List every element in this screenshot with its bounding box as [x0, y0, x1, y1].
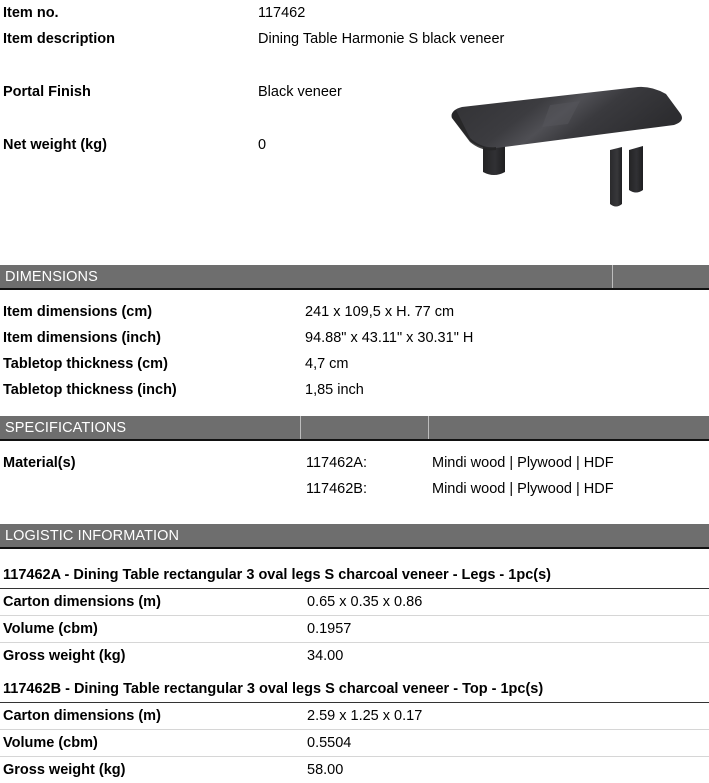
dimensions-section-bar: [0, 265, 709, 290]
package-a-carton-dimensions-label: Carton dimensions (m): [3, 594, 161, 610]
specifications-section-title: SPECIFICATIONS: [5, 420, 127, 436]
material-sku-b: 117462B:: [306, 481, 368, 497]
package-a-gross-weight-value: 34.00: [307, 648, 344, 664]
item-dimensions-cm-label: Item dimensions (cm): [3, 304, 153, 320]
logistic-information-section: [0, 524, 709, 783]
material-row-a: [0, 450, 709, 476]
dimensions-row-item-inch: [0, 325, 709, 351]
identification-spacer: [0, 52, 709, 79]
logistic-package-a: [0, 563, 709, 669]
item-no-value: 117462: [258, 5, 306, 21]
table-row: [0, 643, 709, 669]
table-row: [0, 730, 709, 757]
package-b-volume-label: Volume (cbm): [3, 735, 98, 751]
dimensions-section: [0, 265, 709, 403]
portal-finish-value: Black veneer: [258, 84, 342, 100]
logistic-package-gap: [0, 669, 709, 677]
dimensions-row-item-cm: [0, 299, 709, 325]
table-row: [0, 616, 709, 643]
product-image: [430, 80, 695, 230]
material-description-b: Mindi wood | Plywood | HDF: [432, 481, 614, 497]
tabletop-thickness-inch-label: Tabletop thickness (inch): [3, 382, 177, 398]
tabletop-thickness-inch-value: 1,85 inch: [305, 382, 364, 398]
package-a-volume-label: Volume (cbm): [3, 621, 98, 637]
specifications-section-bar: [0, 416, 709, 441]
dimensions-row-thickness-cm: [0, 351, 709, 377]
tabletop-thickness-cm-label: Tabletop thickness (cm): [3, 356, 168, 372]
dimensions-table: [0, 290, 709, 403]
table-row: [0, 703, 709, 730]
dimensions-bar-divider: [612, 265, 613, 288]
item-dimensions-inch-label: Item dimensions (inch): [3, 330, 161, 346]
portal-finish-label: Portal Finish: [3, 84, 91, 100]
specifications-bar-divider-1: [300, 416, 301, 439]
logistic-package-b: [0, 677, 709, 783]
net-weight-value: 0: [258, 137, 267, 153]
identification-row-item-no: [0, 0, 709, 26]
logistic-package-a-title: 117462A - Dining Table rectangular 3 oval legs S charcoal veneer - Legs - 1pc(s): [0, 563, 709, 589]
package-a-carton-dimensions-value: 0.65 x 0.35 x 0.86: [307, 594, 423, 610]
logistic-package-b-title: 117462B - Dining Table rectangular 3 oval legs S charcoal veneer - Top - 1pc(s): [0, 677, 709, 703]
package-b-volume-value: 0.5504: [307, 735, 352, 751]
dimensions-row-thickness-inch: [0, 377, 709, 403]
tabletop-thickness-cm-value: 4,7 cm: [305, 356, 349, 372]
table-row: [0, 589, 709, 616]
specifications-table: [0, 441, 709, 512]
material-row-b: [0, 476, 709, 502]
table-row: [0, 757, 709, 783]
materials-label-spacer: [0, 476, 306, 502]
item-dimensions-cm-value: 241 x 109,5 x H. 77 cm: [305, 304, 455, 320]
material-description-a: Mindi wood | Plywood | HDF: [432, 455, 614, 471]
table-leg-right: [629, 146, 643, 193]
logistic-section-bar: [0, 524, 709, 549]
materials-label: Material(s): [3, 455, 76, 471]
specifications-bar-divider-2: [428, 416, 429, 439]
item-description-label: Item description: [3, 31, 115, 47]
item-description-value: Dining Table Harmonie S black veneer: [258, 31, 505, 47]
dimensions-section-title: DIMENSIONS: [5, 269, 98, 285]
dining-table-illustration: [430, 80, 695, 230]
package-a-gross-weight-label: Gross weight (kg): [3, 648, 126, 664]
package-b-carton-dimensions-value: 2.59 x 1.25 x 0.17: [307, 708, 423, 724]
logistic-top-gap: [0, 549, 709, 563]
identification-row-item-description: [0, 26, 709, 52]
material-sku-a: 117462A:: [306, 455, 368, 471]
table-leg-middle: [610, 147, 622, 207]
logistic-section-title: LOGISTIC INFORMATION: [5, 528, 180, 544]
specifications-section: [0, 416, 709, 512]
package-b-carton-dimensions-label: Carton dimensions (m): [3, 708, 161, 724]
package-b-gross-weight-label: Gross weight (kg): [3, 762, 126, 778]
package-a-volume-value: 0.1957: [307, 621, 352, 637]
item-no-label: Item no.: [3, 5, 59, 21]
package-b-gross-weight-value: 58.00: [307, 762, 344, 778]
item-dimensions-inch-value: 94.88" x 43.11" x 30.31" H: [305, 330, 474, 346]
net-weight-label: Net weight (kg): [3, 137, 107, 153]
